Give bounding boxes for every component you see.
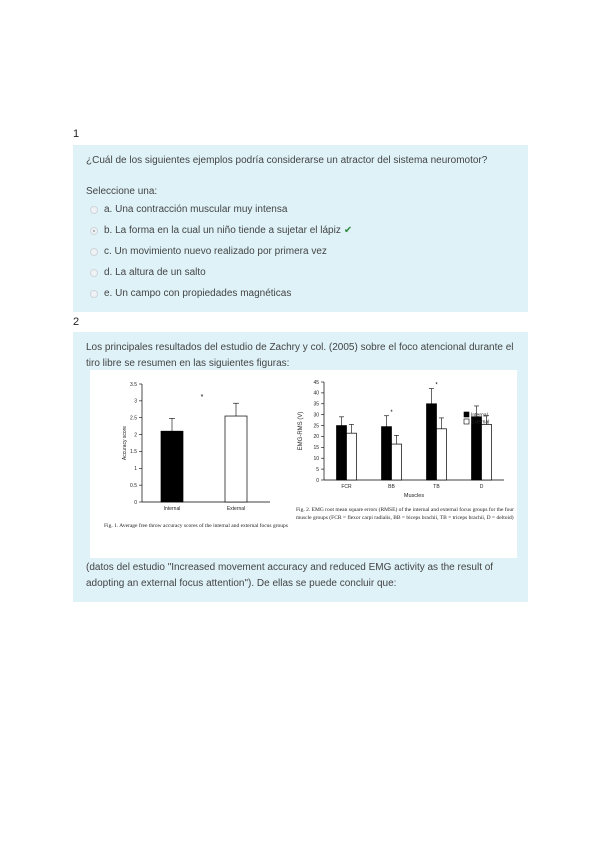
question-2-box: [73, 332, 528, 602]
question-number: 1: [73, 128, 80, 140]
y-tick-label: 10: [313, 456, 319, 463]
figure-2-caption: Fig. 2. EMG root mean square errors (RMSE) of the internal and external focus groups for the four muscle groups (FCR = flexor carpi radialis, BB = biceps brachii, TB = triceps brachii, D = deltoid): [296, 507, 514, 521]
option-d[interactable]: [90, 267, 206, 278]
bar-fcr-internal: [337, 426, 347, 480]
x-tick-label: External: [226, 506, 246, 512]
y-tick-label: 3: [134, 398, 137, 405]
bar-d-internal: [472, 417, 482, 480]
option-e[interactable]: [90, 288, 291, 299]
bar-d-external: [482, 424, 492, 480]
y-tick-label: 15: [313, 445, 319, 452]
option-label: b. La forma en la cual un niño tiende a sujetar el lápiz: [104, 225, 341, 236]
significance-marker: *: [200, 394, 204, 402]
radio-button[interactable]: [90, 290, 98, 298]
question-number: 2: [73, 316, 80, 328]
question-footer: (datos del estudio "Increased movement accuracy and reduced EMG activity as the result of adopting an external focus attention"). De ellas se puede concluir que:: [86, 562, 494, 589]
y-tick-label: 2.5: [130, 415, 137, 422]
y-axis-label: Accuracy score: [122, 425, 128, 461]
option-c[interactable]: [90, 246, 327, 257]
question-text: Los principales resultados del estudio de Zachry y col. (2005) sobre el foco atencional durante el tiro libre se resumen en las siguientes figuras:: [86, 342, 514, 369]
legend-label: Internal: [471, 412, 488, 419]
y-tick-label: 1: [134, 466, 137, 473]
figure-panel: [90, 370, 517, 558]
x-tick-label: D: [479, 484, 484, 490]
radio-button[interactable]: [90, 206, 98, 214]
y-tick-label: 45: [313, 379, 319, 386]
radio-button[interactable]: [90, 248, 98, 256]
option-a[interactable]: [90, 204, 287, 215]
y-tick-label: 1.5: [130, 449, 137, 456]
bar-tb-external: [437, 429, 447, 480]
bar-tb-internal: [427, 404, 437, 480]
legend-swatch-internal: [464, 412, 469, 417]
option-label: a. Una contracción muscular muy intensa: [104, 204, 288, 215]
y-tick-label: 0.5: [130, 482, 137, 489]
y-tick-label: 3.5: [130, 381, 137, 388]
y-tick-label: 40: [313, 390, 319, 397]
bar-internal: [161, 431, 183, 502]
figure-1-caption: Fig. 1. Average free throw accuracy scores of the internal and external focus groups: [104, 523, 288, 529]
y-tick-label: 35: [313, 401, 319, 408]
y-tick-label: 0: [316, 477, 319, 484]
option-label: d. La altura de un salto: [104, 267, 206, 278]
legend-label: External: [471, 419, 490, 426]
select-prompt: Seleccione una:: [86, 186, 158, 197]
y-tick-label: 5: [316, 466, 319, 473]
emg-chart: [290, 370, 517, 502]
legend-swatch-external: [464, 419, 469, 424]
accuracy-chart: [90, 370, 290, 520]
bar-bb-internal: [382, 427, 392, 480]
radio-button[interactable]: [90, 269, 98, 277]
checkmark-icon: ✔: [343, 225, 353, 236]
y-tick-label: 25: [313, 423, 319, 430]
significance-marker: *: [390, 409, 393, 416]
y-tick-label: 2: [134, 432, 137, 439]
question-1-box: [73, 145, 528, 312]
y-tick-label: 30: [313, 412, 319, 419]
option-b[interactable]: [90, 225, 352, 236]
option-label: e. Un campo con propiedades magnéticas: [104, 288, 292, 299]
y-tick-label: 0: [134, 499, 137, 506]
bar-external: [225, 416, 247, 502]
bar-fcr-external: [347, 433, 357, 480]
x-tick-label: Internal: [163, 506, 181, 512]
x-tick-label: TB: [433, 484, 440, 490]
bar-bb-external: [392, 444, 402, 480]
option-label: c. Un movimiento nuevo realizado por primera vez: [104, 246, 327, 257]
x-tick-label: BB: [388, 484, 395, 490]
question-text: ¿Cuál de los siguientes ejemplos podría considerarse un atractor del sistema neuromotor?: [86, 155, 488, 166]
y-axis-label: EMG-RMS (V): [298, 411, 304, 451]
x-tick-label: FCR: [341, 484, 352, 490]
x-axis-label: Muscles: [403, 493, 425, 499]
radio-button-selected[interactable]: [90, 227, 98, 235]
significance-marker: *: [435, 382, 438, 389]
y-tick-label: 20: [313, 434, 319, 441]
